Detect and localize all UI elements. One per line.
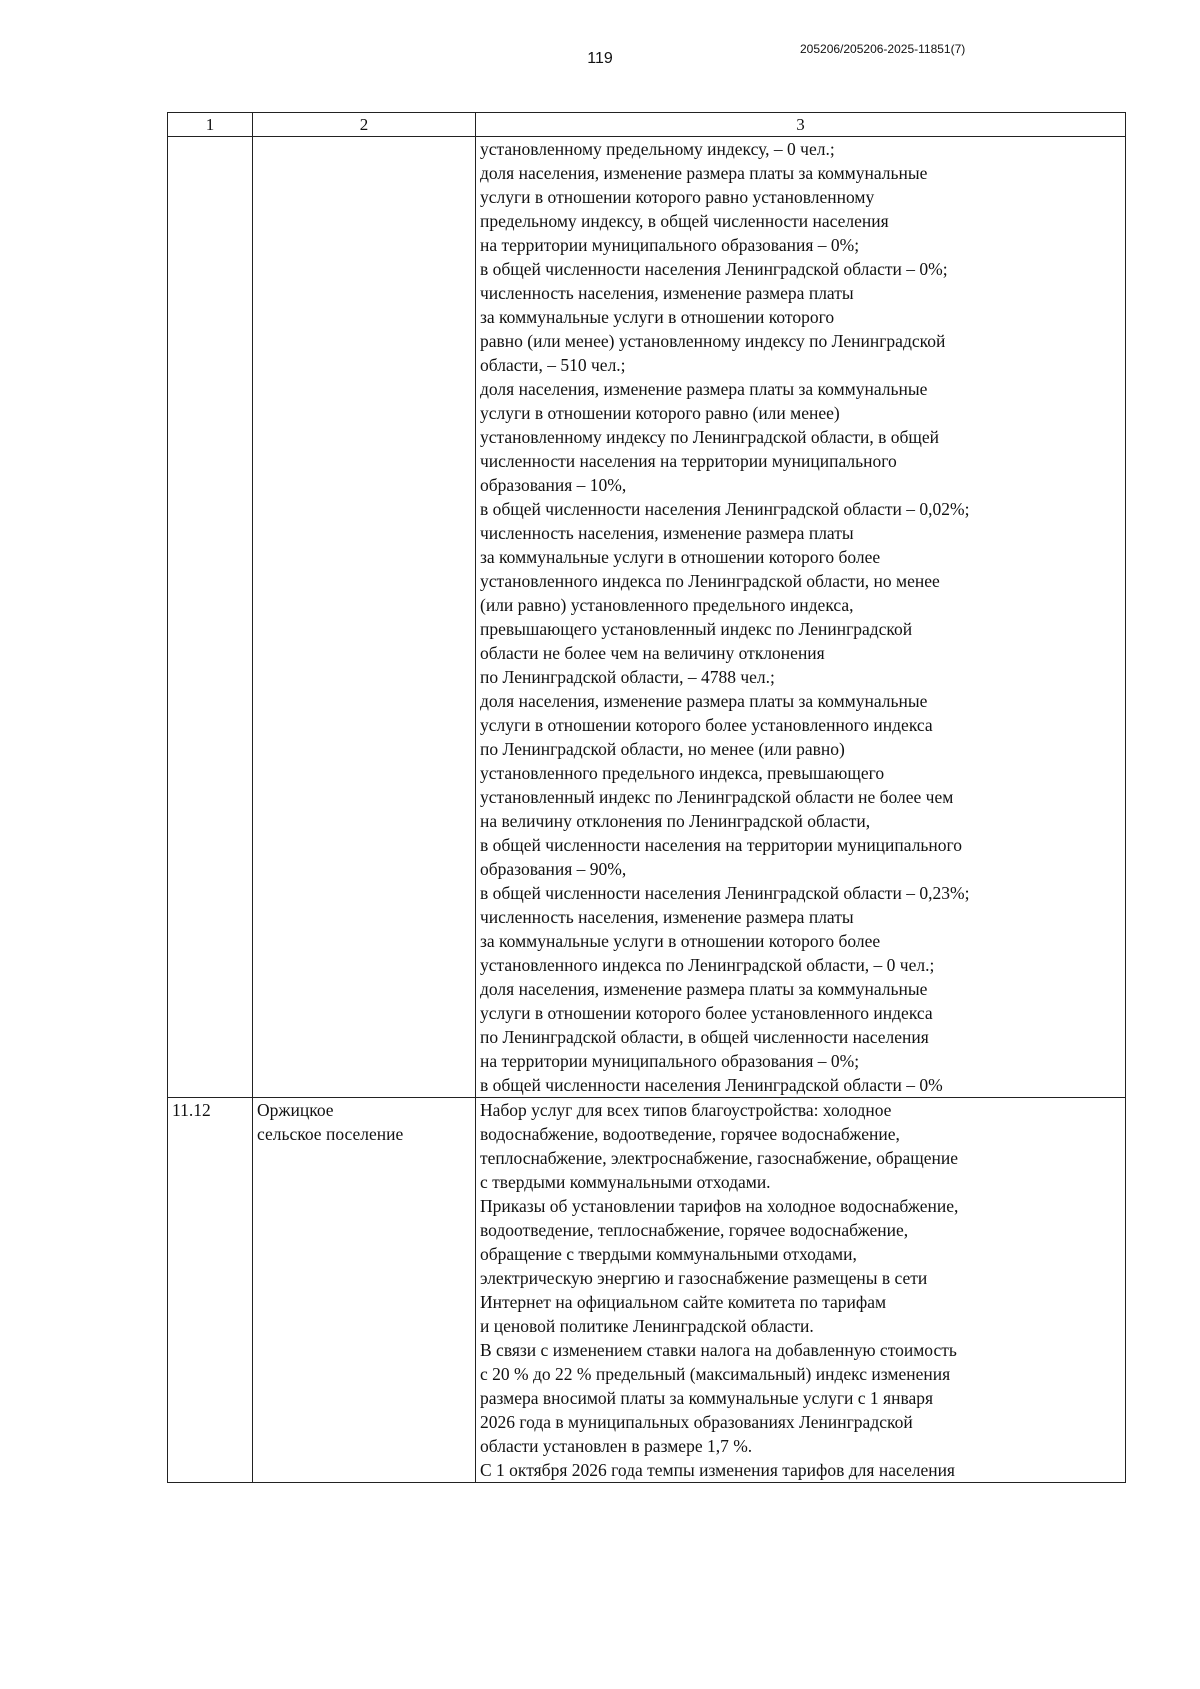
column-header-2: 2: [253, 113, 476, 137]
description-line: установленного предельного индекса, превышающего: [480, 763, 885, 783]
description-line: электрическую энергию и газоснабжение размещены в сети: [480, 1268, 928, 1288]
column-header-3: 3: [476, 113, 1126, 137]
description-line: размера вносимой платы за коммунальные услуги с 1 января: [480, 1388, 934, 1408]
table-row-continuation: [168, 137, 1126, 1098]
description-line: В связи с изменением ставки налога на добавленную стоимость: [480, 1340, 957, 1360]
description-line: установленному индексу по Ленинградской области, в общей: [480, 427, 939, 447]
description-line: превышающего установленный индекс по Ленинградской: [480, 619, 913, 639]
description-line: по Ленинградской области, но менее (или равно): [480, 739, 845, 759]
description-line: на территории муниципального образования – 0%;: [480, 235, 860, 255]
description-line: водоотведение, теплоснабжение, горячее водоснабжение,: [480, 1220, 909, 1240]
description-line: предельному индексу, в общей численности населения: [480, 211, 889, 231]
row-municipality: [253, 1098, 476, 1483]
description-line: доля населения, изменение размера платы за коммунальные: [480, 163, 928, 183]
description-line: Приказы об установлении тарифов на холодное водоснабжение,: [480, 1196, 959, 1216]
description-line: доля населения, изменение размера платы за коммунальные: [480, 379, 928, 399]
row-municipality: [253, 137, 476, 1098]
description-line: обращение с твердыми коммунальными отходами,: [480, 1244, 857, 1264]
description-line: на территории муниципального образования – 0%;: [480, 1051, 860, 1071]
description-line: за коммунальные услуги в отношении которого более: [480, 931, 881, 951]
description-line: установленный индекс по Ленинградской области не более чем: [480, 787, 954, 807]
description-line: по Ленинградской области, в общей численности населения: [480, 1027, 929, 1047]
row-description: [476, 1098, 1126, 1483]
description-line: установленного индекса по Ленинградской области, но менее: [480, 571, 940, 591]
description-line: в общей численности населения Ленинградской области – 0,23%;: [480, 883, 970, 903]
description-line: образования – 90%,: [480, 859, 627, 879]
description-line: численность населения, изменение размера платы: [480, 523, 854, 543]
description-line: теплоснабжение, электроснабжение, газоснабжение, обращение: [480, 1148, 959, 1168]
description-line: 2026 года в муниципальных образованиях Ленинградской: [480, 1412, 913, 1432]
description-lines: [480, 1098, 1121, 1482]
description-line: С 1 октября 2026 года темпы изменения тарифов для населения: [480, 1460, 955, 1480]
description-line: равно (или менее) установленному индексу по Ленинградской: [480, 331, 946, 351]
description-line: с твердыми коммунальными отходами.: [480, 1172, 771, 1192]
description-line: численность населения, изменение размера платы: [480, 283, 854, 303]
row-number: [168, 137, 253, 1098]
row-description: [476, 137, 1126, 1098]
table-header-row: [168, 113, 1126, 137]
row-number: 11.12: [168, 1098, 253, 1483]
description-line: за коммунальные услуги в отношении которого более: [480, 547, 881, 567]
description-lines: [480, 137, 1121, 1097]
description-line: услуги в отношении которого более установленного индекса: [480, 1003, 933, 1023]
description-line: области не более чем на величину отклонения: [480, 643, 825, 663]
description-line: Набор услуг для всех типов благоустройства: холодное: [480, 1100, 892, 1120]
page-number: 119: [587, 50, 613, 67]
description-line: с 20 % до 22 % предельный (максимальный) индекс изменения: [480, 1364, 951, 1384]
description-line: в общей численности населения на территории муниципального: [480, 835, 963, 855]
column-header-1: 1: [168, 113, 253, 137]
description-line: услуги в отношении которого более установленного индекса: [480, 715, 933, 735]
description-line: в общей численности населения Ленинградской области – 0%: [480, 1075, 943, 1095]
description-line: и ценовой политике Ленинградской области.: [480, 1316, 814, 1336]
description-line: в общей численности населения Ленинградской области – 0,02%;: [480, 499, 970, 519]
description-line: за коммунальные услуги в отношении которого: [480, 307, 835, 327]
description-line: на величину отклонения по Ленинградской области,: [480, 811, 871, 831]
description-line: области установлен в размере 1,7 %.: [480, 1436, 753, 1456]
description-line: образования – 10%,: [480, 475, 627, 495]
description-line: доля населения, изменение размера платы за коммунальные: [480, 979, 928, 999]
description-line: услуги в отношении которого равно (или менее): [480, 403, 840, 423]
municipality-name-line: сельское поселение: [257, 1124, 404, 1144]
description-line: (или равно) установленного предельного индекса,: [480, 595, 854, 615]
municipality-name-line: Оржицкое: [257, 1100, 334, 1120]
description-line: по Ленинградской области, – 4788 чел.;: [480, 667, 775, 687]
description-line: численности населения на территории муниципального: [480, 451, 897, 471]
description-line: водоснабжение, водоотведение, горячее водоснабжение,: [480, 1124, 900, 1144]
description-line: доля населения, изменение размера платы за коммунальные: [480, 691, 928, 711]
description-line: области, – 510 чел.;: [480, 355, 626, 375]
document-id: 205206/205206-2025-11851(7): [800, 42, 966, 56]
tariff-table: [167, 112, 1126, 1483]
description-line: установленного индекса по Ленинградской области, – 0 чел.;: [480, 955, 935, 975]
description-line: установленному предельному индексу, – 0 чел.;: [480, 139, 835, 159]
description-line: численность населения, изменение размера платы: [480, 907, 854, 927]
description-line: услуги в отношении которого равно установленному: [480, 187, 875, 207]
description-line: Интернет на официальном сайте комитета по тарифам: [480, 1292, 887, 1312]
table-row-11-12: [168, 1098, 1126, 1483]
description-line: в общей численности населения Ленинградской области – 0%;: [480, 259, 948, 279]
